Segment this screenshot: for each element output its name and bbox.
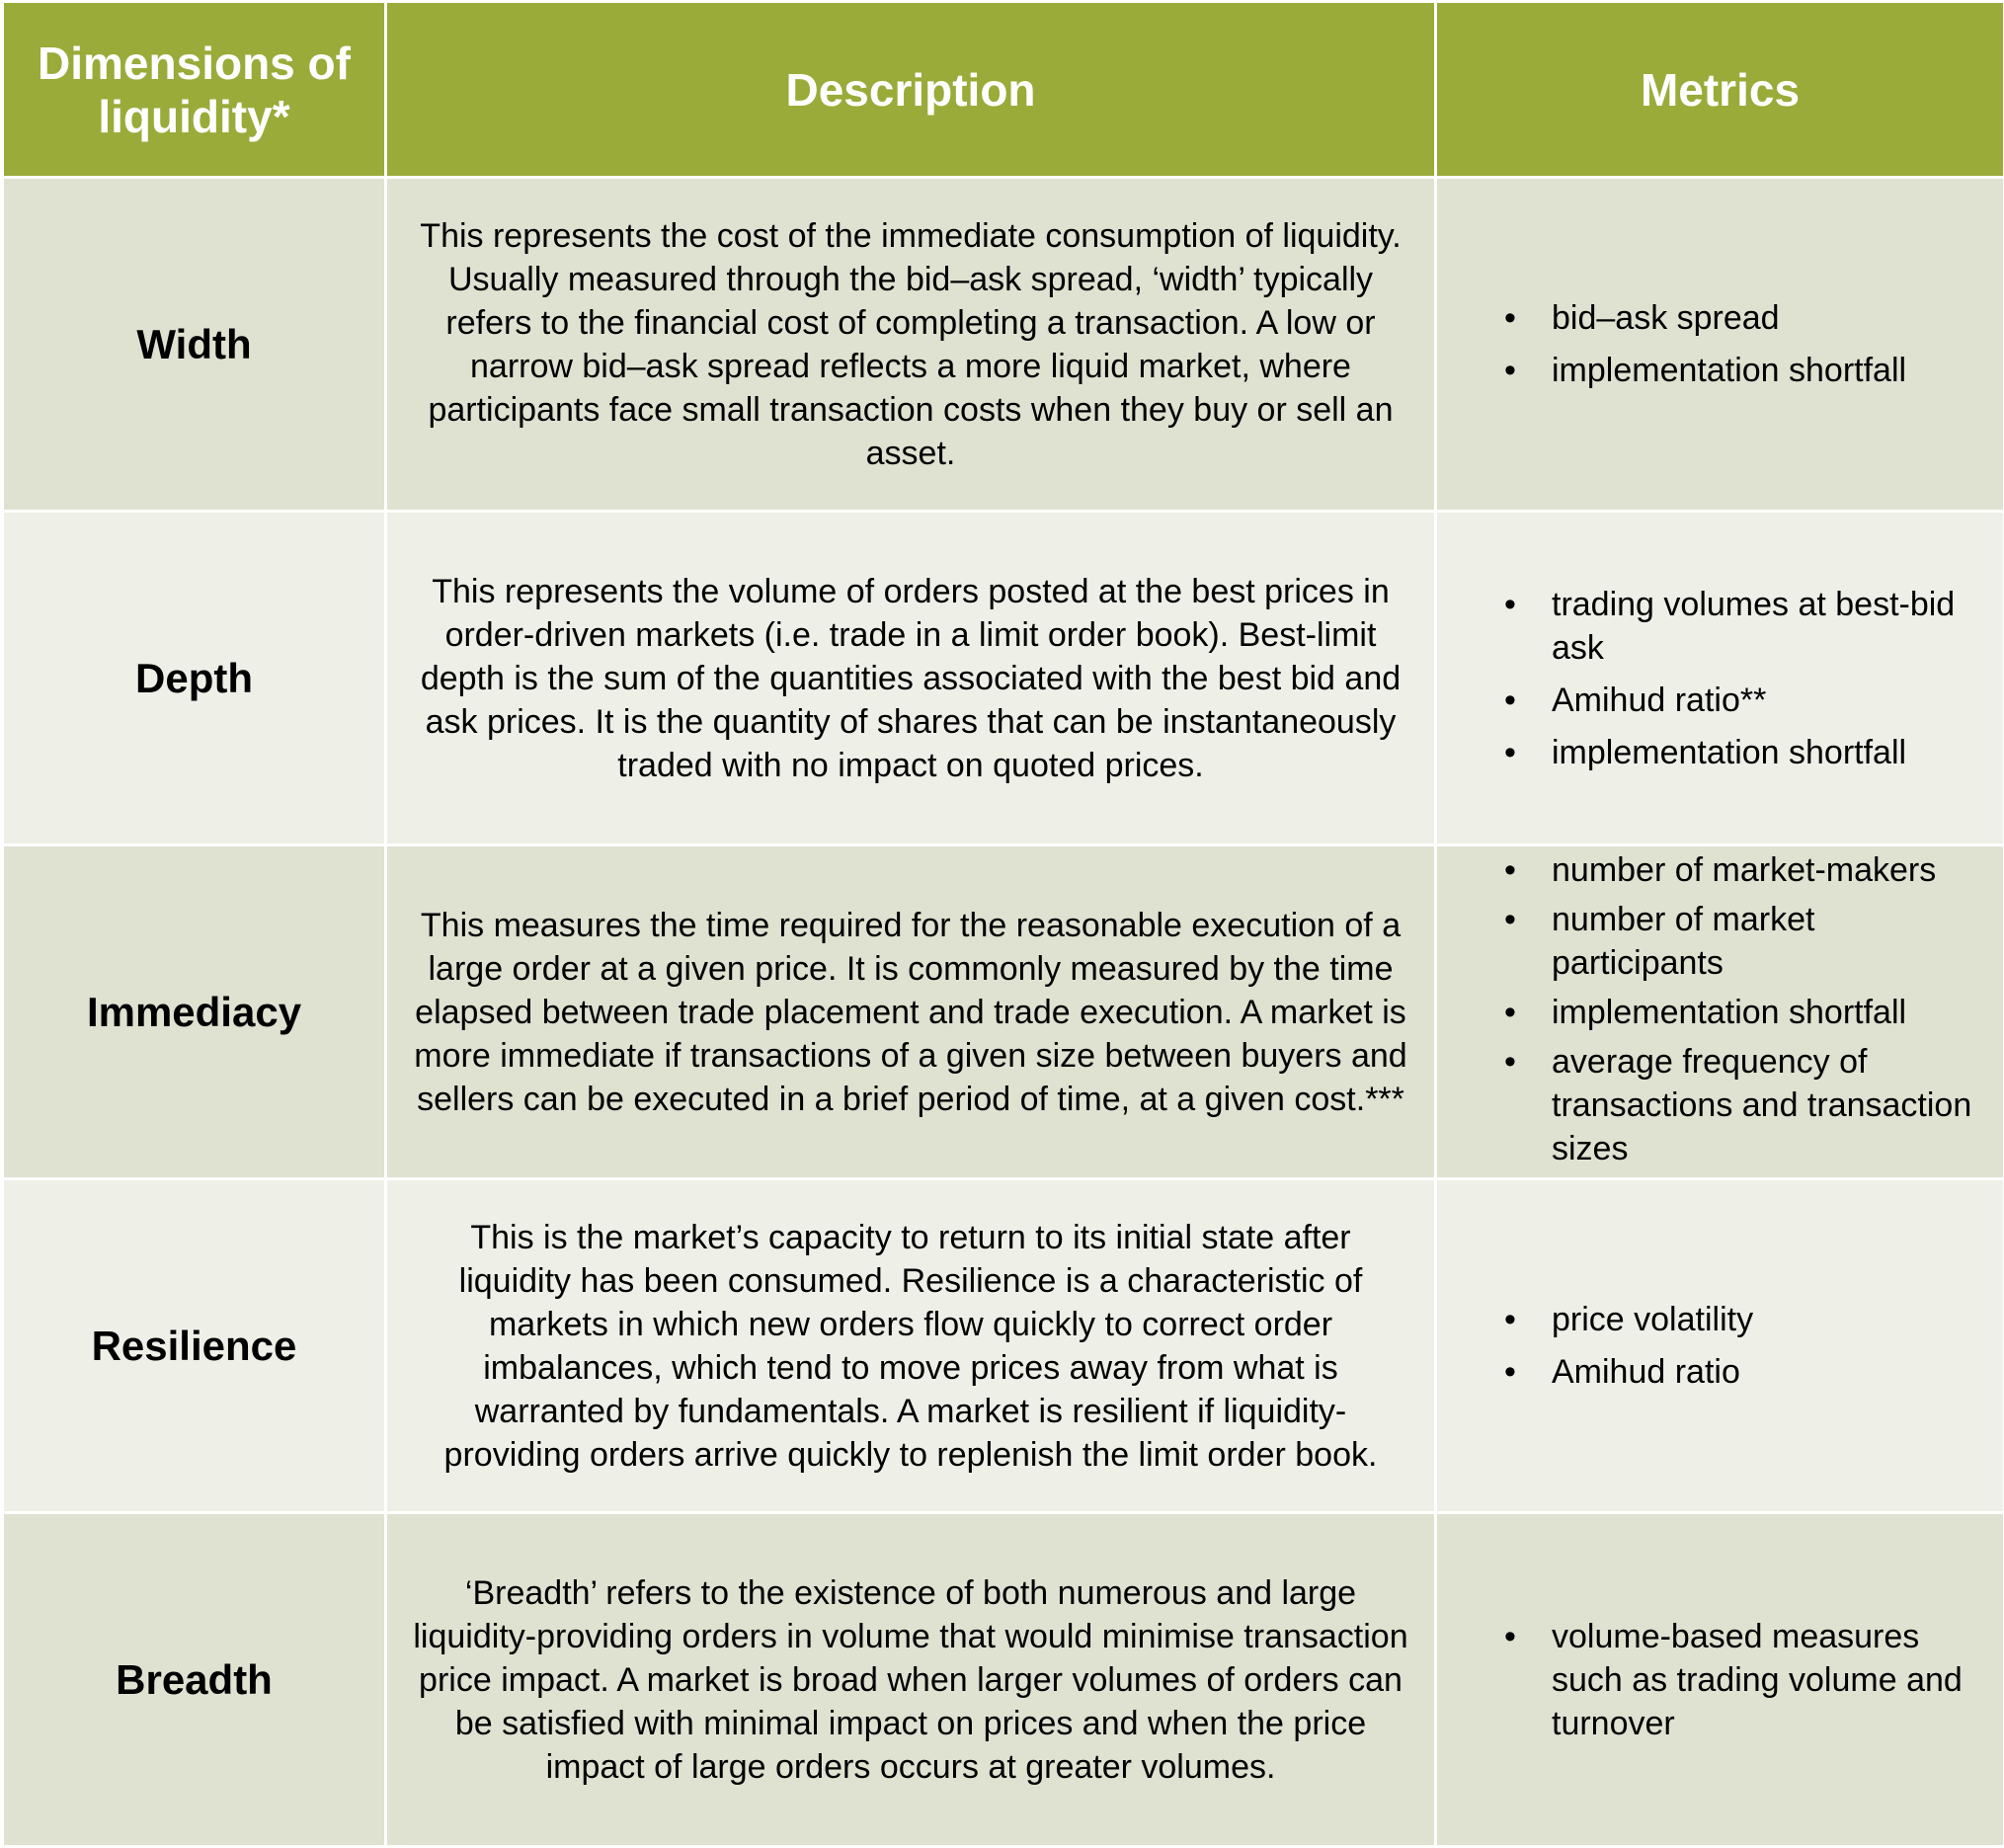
metric-label: volume-based measures such as trading volume and turnover [1552,1617,1963,1742]
metrics-list [1504,848,1989,1170]
metric-item [1504,349,1989,392]
description-cell: This represents the cost of the immediate consumption of liquidity. Usually measured through the bid–ask spread, ‘width’ typically refers to the financial cost of completing a transaction. A low or narrow bid–ask spread reflects a more liquid market, where participants face small transaction costs when they buy or sell an asset. [386,178,1436,512]
dimension-cell: Immediacy [3,845,386,1179]
metric-label: price volatility [1552,1301,1754,1338]
metrics-cell [1436,845,2004,1179]
metric-label: implementation shortfall [1552,993,1907,1031]
bullet-icon: • [1504,993,1516,1031]
bullet-icon: • [1504,299,1516,337]
metrics-cell [1436,1179,2004,1513]
bullet-icon: • [1504,585,1516,623]
metric-item [1504,583,1989,670]
description-cell: This measures the time required for the reasonable execution of a large order at a given price. It is commonly measured by the time elapsed between trade placement and trade execution. A market is more immediate if transactions of a given size between buyers and sellers can be executed in a brief period of time, at a given cost.*** [386,845,1436,1179]
metric-item [1504,1350,1989,1394]
metric-label: trading volumes at best-bid ask [1552,585,1956,667]
metrics-cell [1436,512,2004,845]
metric-item [1504,296,1989,340]
metric-item [1504,848,1989,892]
header-row [3,2,2004,178]
metric-label: number of market-makers [1552,850,1937,889]
metrics-cell [1436,1513,2004,1847]
header-description: Description [386,2,1436,178]
bullet-icon: • [1504,733,1516,771]
metrics-list [1504,296,1989,392]
metric-label: Amihud ratio [1552,1353,1740,1391]
metric-item [1504,991,1989,1034]
bullet-icon: • [1504,1042,1516,1081]
dimension-cell: Resilience [3,1179,386,1513]
description-cell: This represents the volume of orders posted at the best prices in order-driven markets (i.e. trade in a limit order book). Best-limit depth is the sum of the quantities associated with the best bid and ask prices. It is the quantity of shares that can be instantaneously traded with no impact on quoted prices. [386,512,1436,845]
description-cell: ‘Breadth’ refers to the existence of both numerous and large liquidity-providing orders in volume that would minimise transaction price impact. A market is broad when larger volumes of orders can be satisfied with minimal impact on prices and when the price impact of large orders occurs at greater volumes. [386,1513,1436,1847]
dimension-cell: Depth [3,512,386,845]
metrics-list [1504,583,1989,774]
description-cell: This is the market’s capacity to return to its initial state after liquidity has been consumed. Resilience is a characteristic of markets in which new orders flow quickly to correct order imbalances, which tend to move prices away from what is warranted by fundamentals. A market is resilient if liquidity-providing orders arrive quickly to replenish the limit order book. [386,1179,1436,1513]
dimension-cell: Breadth [3,1513,386,1847]
metrics-list [1504,1298,1989,1394]
bullet-icon: • [1504,1301,1516,1338]
bullet-icon: • [1504,900,1516,938]
table-row-breadth [3,1513,2004,1847]
table-row-depth [3,512,2004,845]
metrics-cell [1436,178,2004,512]
bullet-icon: • [1504,1353,1516,1391]
header-dimension: Dimensions of liquidity* [3,2,386,178]
metric-item [1504,1040,1989,1170]
metric-item [1504,898,1989,985]
table-row-width [3,178,2004,512]
header-metrics: Metrics [1436,2,2004,178]
bullet-icon: • [1504,1617,1516,1655]
bullet-icon: • [1504,850,1516,889]
metric-item [1504,679,1989,722]
metric-label: implementation shortfall [1552,733,1907,771]
metric-label: Amihud ratio** [1552,681,1767,719]
metric-item [1504,1615,1989,1745]
metric-item [1504,731,1989,774]
bullet-icon: • [1504,681,1516,719]
dimension-cell: Width [3,178,386,512]
metric-item [1504,1298,1989,1341]
table-row-immediacy [3,845,2004,1179]
bullet-icon: • [1504,352,1516,389]
metric-label: number of market participants [1552,900,1815,982]
metric-label: average frequency of transactions and transaction sizes [1552,1042,1972,1167]
metrics-list [1504,1615,1989,1745]
metric-label: implementation shortfall [1552,352,1907,389]
table-row-resilience [3,1179,2004,1513]
metric-label: bid–ask spread [1552,299,1780,337]
liquidity-dimensions-table [1,0,2004,1848]
